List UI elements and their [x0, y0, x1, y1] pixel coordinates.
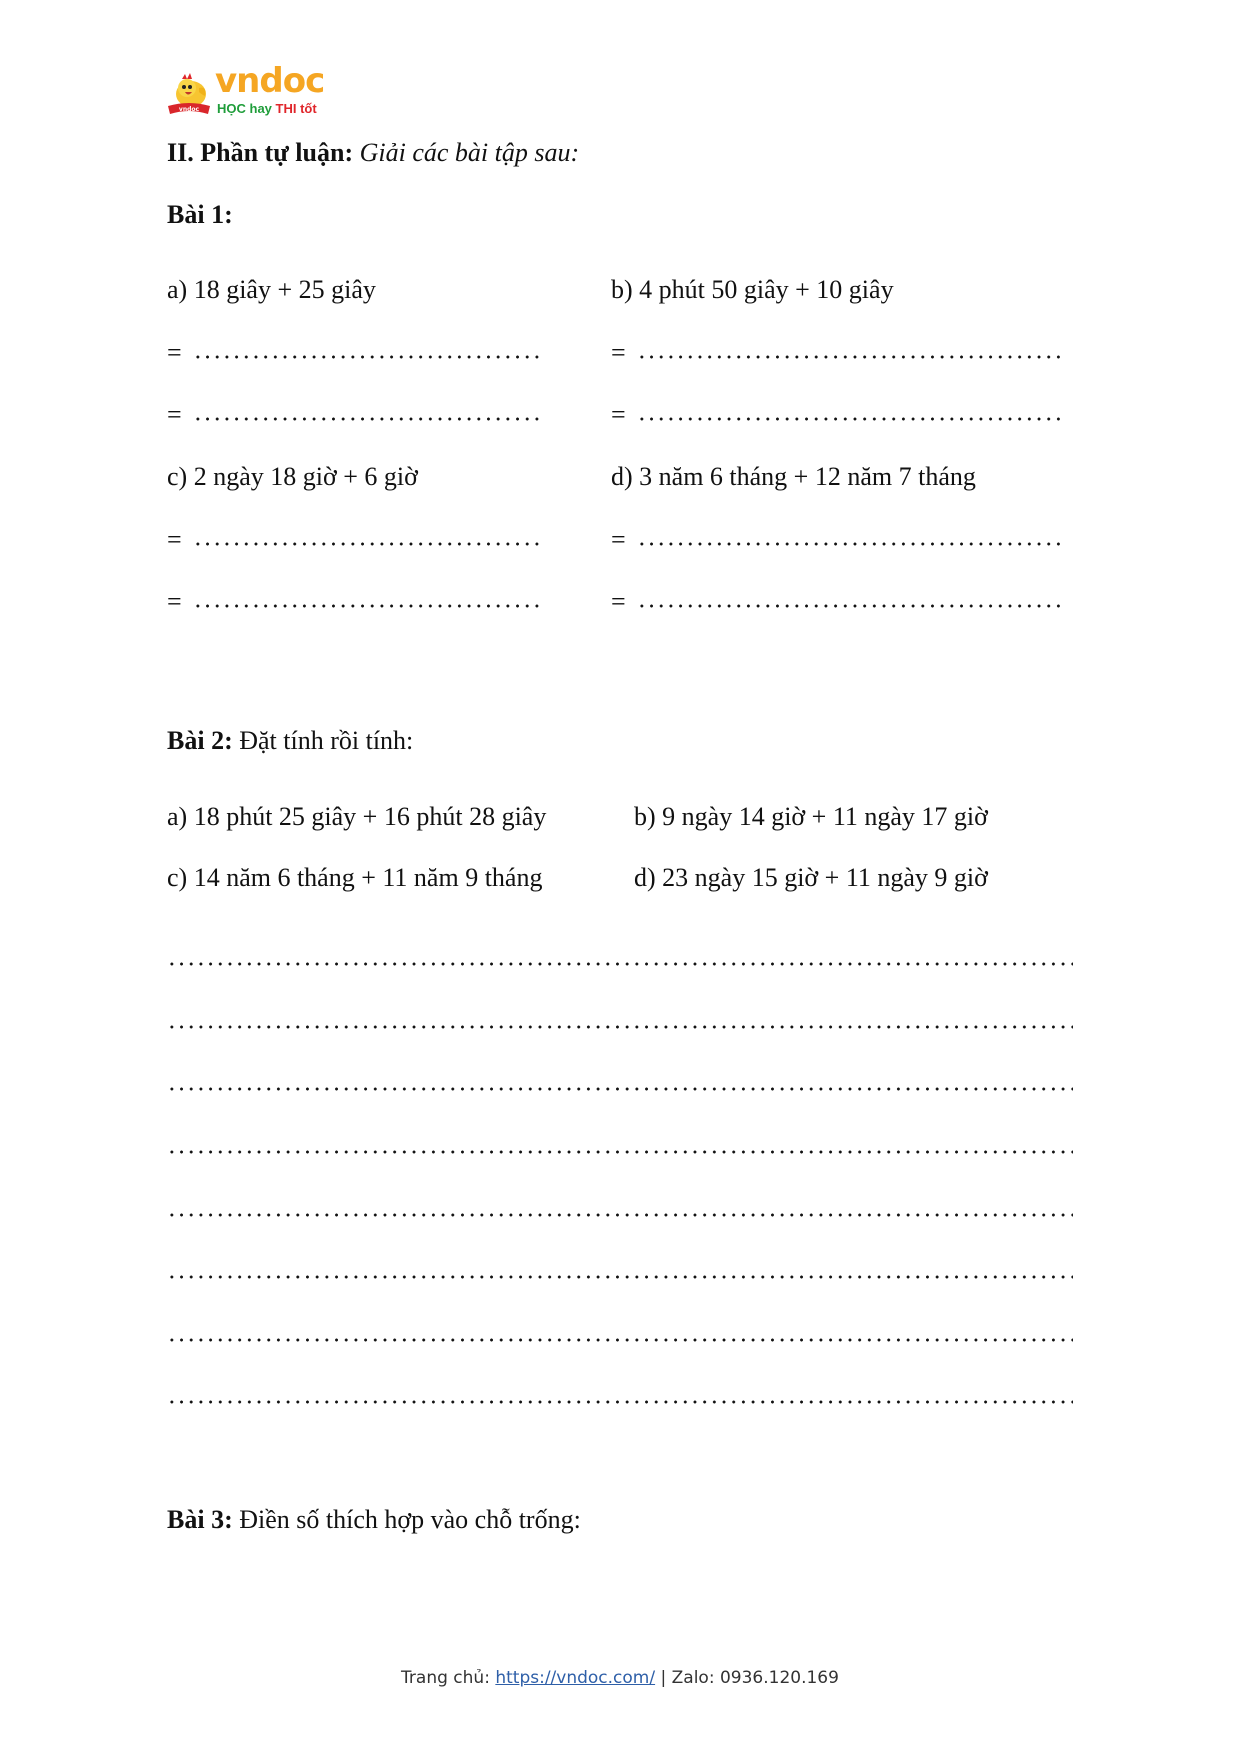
equals-sign: = [167, 400, 182, 429]
equals-sign: = [611, 525, 626, 554]
bai1-a-answer-line-2[interactable] [167, 400, 543, 430]
bai1-problem-b: b) 4 phút 50 giây + 10 giây [611, 275, 894, 304]
equals-sign: = [611, 400, 626, 429]
bai2-problem-c: c) 14 năm 6 tháng + 11 năm 9 tháng [167, 863, 543, 892]
equals-sign: = [167, 525, 182, 554]
svg-text:vndoc: vndoc [178, 106, 200, 113]
bai2-problem-d: d) 23 ngày 15 giờ + 11 ngày 9 giờ [634, 863, 988, 892]
bai1-problem-a: a) 18 giây + 25 giây [167, 275, 376, 304]
bai2-answer-line-4[interactable] [167, 1150, 1073, 1154]
bai3-heading: Bài 3: [167, 1505, 233, 1534]
dotted-blank [637, 417, 1065, 421]
dotted-blank [193, 417, 543, 421]
chicken-mascot-icon [165, 70, 213, 118]
footer-separator: | [660, 1668, 667, 1688]
equals-sign: = [167, 338, 182, 367]
bai2-answer-line-2[interactable] [167, 1025, 1073, 1029]
bai3-instruction: Điền số thích hợp vào chỗ trống: [239, 1505, 581, 1534]
bai1-c-answer-line-2[interactable] [167, 587, 543, 617]
dotted-blank [637, 542, 1065, 546]
bai1-problem-c: c) 2 ngày 18 giờ + 6 giờ [167, 462, 418, 491]
logo-tagline [217, 102, 317, 115]
bai2-answer-line-5[interactable] [167, 1213, 1073, 1217]
bai2-answer-line-1[interactable] [167, 962, 1073, 966]
footer-home-label: Trang chủ: [401, 1668, 490, 1688]
bai2-problem-b: b) 9 ngày 14 giờ + 11 ngày 17 giờ [634, 802, 988, 831]
bai2-answer-line-8[interactable] [167, 1400, 1073, 1404]
bai1-b-answer-line-1[interactable] [611, 338, 1065, 368]
bai2-answer-line-3[interactable] [167, 1087, 1073, 1091]
tagline-hoc-hay: HỌC hay [217, 101, 272, 116]
footer-home-link[interactable]: https://vndoc.com/ [495, 1668, 656, 1688]
logo-brand-text: vndoc [215, 61, 325, 101]
bai2-heading-line [167, 726, 413, 756]
dotted-blank [193, 355, 543, 359]
section-title-bold: II. Phần tự luận: [167, 138, 354, 167]
bai2-answer-line-6[interactable] [167, 1275, 1073, 1279]
bai2-problem-a: a) 18 phút 25 giây + 16 phút 28 giây [167, 802, 547, 831]
bai1-heading: Bài 1: [167, 200, 233, 229]
dotted-blank [193, 604, 543, 608]
footer-zalo: Zalo: 0936.120.169 [671, 1668, 839, 1688]
bai1-c-answer-line-1[interactable] [167, 525, 543, 555]
bai1-problem-d: d) 3 năm 6 tháng + 12 năm 7 tháng [611, 462, 976, 491]
bai1-b-answer-line-2[interactable] [611, 400, 1065, 430]
bai2-heading: Bài 2: [167, 726, 233, 755]
section-title [167, 138, 579, 168]
page-footer [0, 1668, 1240, 1688]
bai3-heading-line [167, 1505, 581, 1535]
dotted-blank [637, 604, 1065, 608]
dotted-blank [637, 355, 1065, 359]
section-title-italic: Giải các bài tập sau: [359, 138, 580, 167]
bai1-a-answer-line-1[interactable] [167, 338, 543, 368]
bai2-answer-line-7[interactable] [167, 1338, 1073, 1342]
bai2-instruction: Đặt tính rồi tính: [239, 726, 414, 755]
equals-sign: = [611, 587, 626, 616]
tagline-thi-tot: THI tốt [275, 101, 317, 116]
equals-sign: = [167, 587, 182, 616]
dotted-blank [193, 542, 543, 546]
bai1-d-answer-line-2[interactable] [611, 587, 1065, 617]
vndoc-logo[interactable] [165, 61, 330, 120]
bai1-d-answer-line-1[interactable] [611, 525, 1065, 555]
equals-sign: = [611, 338, 626, 367]
